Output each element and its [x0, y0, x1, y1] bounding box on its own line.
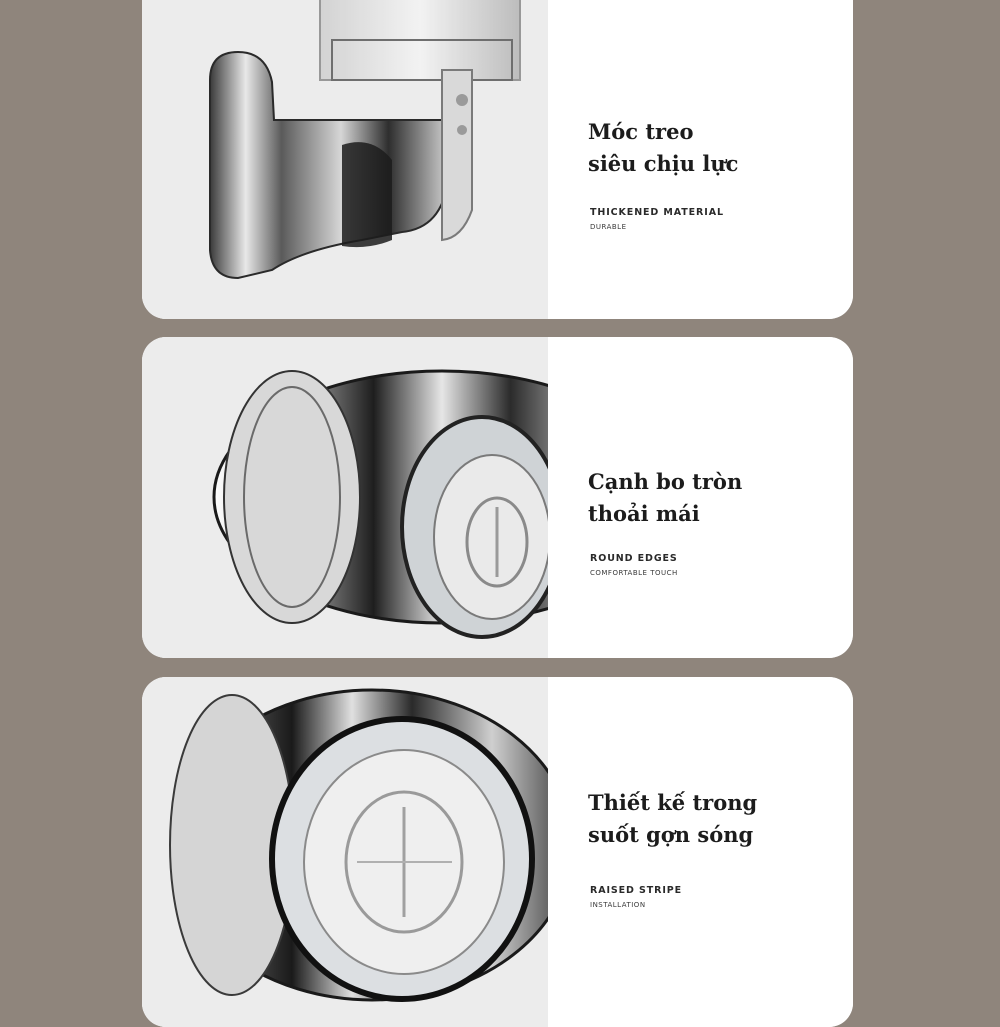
feature-title: Móc treo siêu chịu lực [588, 119, 739, 176]
feature-title: Thiết kế trong suốt gợn sóng [588, 790, 758, 847]
feature-card-raised-stripe [142, 677, 853, 1027]
round-suction-base-image [142, 337, 548, 658]
feature-caption: DURABLE [590, 223, 627, 231]
feature-title: Cạnh bo tròn thoải mái [588, 469, 743, 526]
feature-text-panel [548, 0, 853, 319]
feature-caption: INSTALLATION [590, 901, 646, 909]
feature-subtitle: THICKENED MATERIAL [590, 207, 724, 218]
feature-caption: COMFORTABLE TOUCH [590, 569, 678, 577]
feature-subtitle: RAISED STRIPE [590, 885, 683, 896]
transparent-wave-base-image [142, 677, 548, 1027]
chrome-hook-image [142, 0, 548, 319]
feature-subtitle: ROUND EDGES [590, 553, 678, 564]
feature-text-panel [548, 337, 853, 658]
feature-text-panel [548, 677, 853, 1027]
feature-card-round-edges [142, 337, 853, 658]
feature-card-thickened [142, 0, 853, 319]
